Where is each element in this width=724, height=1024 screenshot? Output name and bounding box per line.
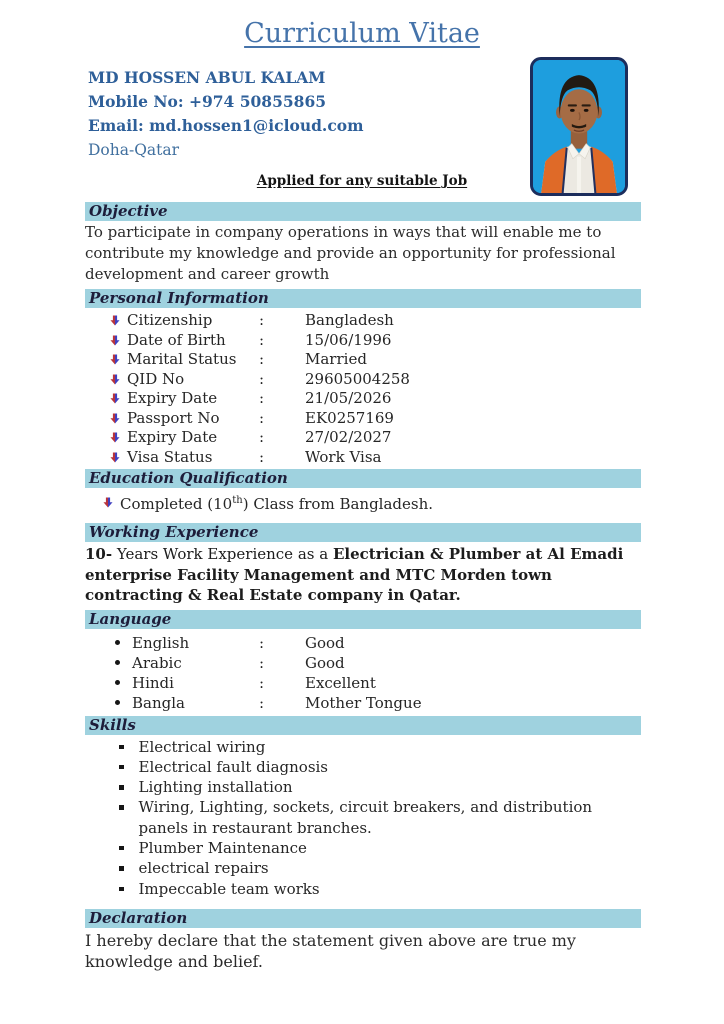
personal-information-list: [85, 311, 641, 467]
skill-item: [85, 737, 641, 757]
row-colon: :: [259, 311, 265, 329]
arrow-bullet-icon: [110, 374, 127, 385]
language-list: [85, 633, 641, 713]
skill-text: electrical repairs: [138, 859, 269, 878]
education-item: [85, 490, 641, 515]
row-colon: :: [259, 389, 265, 407]
personal-row: [85, 448, 641, 468]
dot-bullet-icon: [115, 640, 132, 645]
row-colon: :: [259, 369, 265, 388]
row-colon: :: [259, 693, 265, 712]
language-row: [85, 653, 641, 673]
skill-text: Plumber Maintenance: [138, 838, 307, 857]
skill-text: Wiring, Lighting, sockets, circuit breakers, and distribution panels in restaurant branches.: [138, 798, 593, 837]
skill-item: [85, 838, 641, 858]
experience-text: [85, 544, 641, 606]
arrow-bullet-icon: [110, 393, 127, 404]
row-label: Passport No: [127, 408, 220, 427]
row-colon: :: [259, 633, 265, 652]
row-colon: :: [259, 428, 265, 446]
square-bullet-icon: [119, 745, 124, 750]
language-row: [85, 633, 641, 653]
skill-text: Electrical fault diagnosis: [138, 757, 329, 776]
square-bullet-icon: [119, 866, 124, 871]
dot-bullet-icon: [115, 660, 132, 665]
row-value: Excellent: [305, 673, 376, 692]
skill-text: Impeccable team works: [138, 879, 320, 898]
arrow-bullet-icon: [110, 413, 127, 424]
row-value: 21/05/2026: [305, 389, 392, 407]
row-label: Expiry Date: [127, 389, 218, 407]
row-value: Bangladesh: [305, 311, 394, 329]
personal-row: [85, 311, 641, 331]
row-value: 15/06/1996: [305, 330, 392, 349]
row-colon: :: [259, 673, 265, 692]
section-heading-language: Language: [85, 610, 641, 629]
contact-location: Doha-Qatar: [88, 141, 180, 159]
row-value: Married: [305, 350, 367, 368]
row-label: Bangla: [132, 693, 185, 712]
personal-row: [85, 428, 641, 448]
declaration-text: I hereby declare that the statement given above are true my knowledge and belief.: [85, 930, 576, 971]
row-label: Visa Status: [127, 447, 213, 466]
skill-item: [85, 757, 641, 777]
row-label: Marital Status: [127, 350, 237, 368]
section-heading-objective: Objective: [85, 202, 641, 221]
language-row: [85, 673, 641, 693]
personal-row: [85, 370, 641, 390]
row-colon: :: [259, 408, 265, 427]
contact-block: [88, 66, 364, 162]
row-label: Citizenship: [127, 311, 213, 329]
section-heading-education: Education Qualification: [85, 469, 641, 488]
experience-mid: Years Work Experience as a: [112, 545, 333, 563]
ordinal-suffix: th: [232, 495, 243, 506]
arrow-bullet-icon: [103, 497, 120, 508]
section-heading-declaration: Declaration: [85, 909, 641, 928]
arrow-bullet-icon: [110, 452, 127, 463]
arrow-bullet-icon: [110, 315, 127, 326]
skill-text: Lighting installation: [138, 778, 293, 797]
row-label: Expiry Date: [127, 428, 218, 446]
arrow-bullet-icon: [110, 335, 127, 346]
row-value: Work Visa: [305, 447, 382, 466]
arrow-bullet-icon: [110, 432, 127, 443]
page-title-text: Curriculum Vitae: [244, 18, 480, 49]
row-label: Hindi: [132, 673, 174, 692]
personal-row: [85, 409, 641, 429]
square-bullet-icon: [119, 846, 124, 851]
skill-text: Electrical wiring: [138, 737, 266, 756]
dot-bullet-icon: [115, 700, 132, 705]
skill-item: [85, 797, 641, 838]
contact-mobile: Mobile No: +974 50855865: [88, 92, 327, 111]
experience-years: 10-: [85, 545, 113, 563]
section-heading-experience: Working Experience: [85, 523, 641, 542]
row-colon: :: [259, 350, 265, 368]
row-value: EK0257169: [305, 408, 394, 427]
experience-detail: Electrician & Plumber at Al Emadi enterprise Facility Management and MTC Morden town contracting & Real Estate company in Qatar.: [85, 545, 624, 604]
dot-bullet-icon: [115, 680, 132, 685]
square-bullet-icon: [119, 765, 124, 770]
arrow-bullet-icon: [110, 354, 127, 365]
section-heading-personal-information: Personal Information: [85, 289, 641, 308]
applied-for-line: Applied for any suitable Job: [256, 173, 468, 189]
page-title: [0, 18, 724, 49]
square-bullet-icon: [119, 805, 124, 810]
row-colon: :: [259, 447, 265, 466]
row-value: Good: [305, 633, 345, 652]
row-value: Good: [305, 653, 345, 672]
row-value: 29605004258: [305, 369, 410, 388]
skill-item: [85, 879, 641, 899]
contact-name: MD HOSSEN ABUL KALAM: [88, 68, 326, 87]
row-label: Arabic: [132, 653, 182, 672]
square-bullet-icon: [119, 887, 124, 892]
row-label: QID No: [127, 369, 185, 388]
square-bullet-icon: [119, 785, 124, 790]
skill-item: [85, 777, 641, 797]
row-label: English: [132, 633, 190, 652]
skill-item: [85, 858, 641, 878]
language-row: [85, 693, 641, 713]
row-label: Date of Birth: [127, 330, 226, 349]
personal-row: [85, 389, 641, 409]
personal-row: [85, 350, 641, 370]
row-value: 27/02/2027: [305, 428, 392, 446]
row-value: Mother Tongue: [305, 693, 422, 712]
personal-row: [85, 331, 641, 351]
skills-list: [85, 737, 641, 899]
section-heading-skills: Skills: [85, 716, 641, 735]
row-colon: :: [259, 330, 265, 349]
cv-body: [85, 202, 641, 972]
objective-text: To participate in company operations in ways that will enable me to contribute my knowledge and provide an opportunity for professional development and career growth: [85, 223, 616, 283]
row-colon: :: [259, 653, 265, 672]
education-text: Completed (10th) Class from Bangladesh.: [120, 495, 434, 513]
contact-email: Email: md.hossen1@icloud.com: [88, 116, 364, 135]
